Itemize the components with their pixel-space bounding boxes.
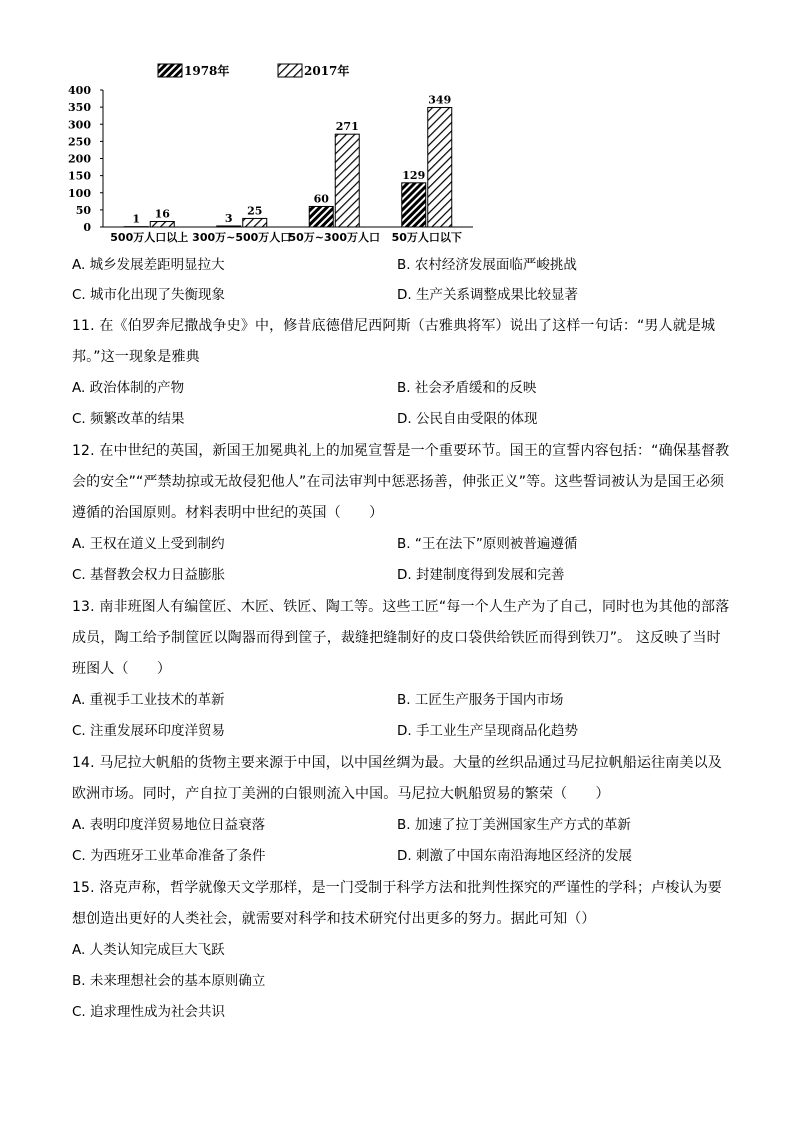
y-axis [68,84,103,234]
data-label: 1 [132,212,141,226]
q14-option-a: A. 表明印度洋贸易地位日益衰落 [72,817,266,833]
q10-option-d: D. 生产关系调整成果比较显著 [397,287,578,303]
data-label: 3 [224,211,233,225]
q15-option-a: A. 人类认知完成巨大飞跃 [72,942,225,958]
q13-stem: 13. 南非班图人有编筐匠、木匠、铁匠、陶工等。这些工匠“每一个人生产为了自己，同时也为其他的部落成员，陶工给予制筐匠以陶器而得到筐子，裁缝把缝制好的皮口袋供给铁匠而得到铁刀”。 这反映了当时班图人（ ） [72,599,730,677]
y-tick-label: 300 [68,118,91,132]
y-tick-label: 350 [68,101,91,115]
bar-chart [60,55,480,250]
y-tick-label: 400 [68,84,91,97]
bar-2017 [428,107,452,227]
q12-option-b: B. “王在法下”原则被普遍遵循 [397,536,578,552]
y-tick-label: 100 [68,186,91,200]
bar-1978 [309,206,333,227]
y-tick-label: 250 [68,135,91,149]
x-tick-label: 300万~500万人口 [192,231,292,244]
bar-2017 [335,134,359,227]
legend-swatch [278,64,302,77]
q11-option-a: A. 政治体制的产物 [72,380,185,396]
plot-area [124,93,452,227]
q12-option-a: A. 王权在道义上受到制约 [72,536,225,552]
q14-stem: 14. 马尼拉大帆船的货物主要来源于中国，以中国丝绸为最。大量的丝织品通过马尼拉帆船运往南美以及欧洲市场。同时，产自拉丁美洲的白银则流入中国。马尼拉大帆船贸易的繁荣（ ） [72,755,722,802]
x-tick-label: 50万人口以下 [391,231,462,244]
q10-option-c: C. 城市化出现了失衡现象 [72,287,226,303]
q13-option-c: C. 注重发展环印度洋贸易 [72,723,226,739]
q10-option-a: A. 城乡发展差距明显拉大 [72,257,225,273]
q12-stem: 12. 在中世纪的英国，新国王加冕典礼上的加冕宣誓是一个重要环节。国王的宣誓内容包括：“确保基督教会的安全”“严禁劫掠或无故侵犯他人”在司法审判中惩恶扬善，伸张正义”等。这些誓词被认为是国王必须遵循的治国原则。材料表明中世纪的英国（ ） [72,443,730,521]
data-label: 129 [402,168,426,182]
q15-stem: 15. 洛克声称，哲学就像天文学那样，是一门受制于科学方法和批判性探究的严谨性的学科；卢梭认为要想创造出更好的人类社会，就需要对科学和技术研究付出更多的努力。据此可知（） [72,880,722,927]
q12-option-d: D. 封建制度得到发展和完善 [397,567,565,583]
bar-1978 [402,183,426,227]
q14-option-c: C. 为西班牙工业革命准备了条件 [72,848,266,864]
q10-option-b: B. 农村经济发展面临严峻挑战 [397,257,577,273]
q13-option-b: B. 工匠生产服务于国内市场 [397,692,564,708]
data-label: 60 [313,192,329,206]
legend-label: 2017年 [304,64,350,78]
data-label: 349 [428,93,452,107]
q15-option-b: B. 未来理想社会的基本原则确立 [72,973,266,989]
bar-2017 [150,222,174,227]
y-tick-label: 200 [68,152,91,166]
data-label: 16 [154,207,170,221]
y-tick-label: 0 [83,221,91,234]
q11-stem: 11. 在《伯罗奔尼撒战争史》中，修昔底德借尼西阿斯（古雅典将军）说出了这样一句话：“男人就是城邦。”这一现象是雅典 [72,318,716,365]
legend-swatch [158,64,182,77]
chart-legend [158,63,349,78]
data-label: 25 [247,204,263,218]
q11-option-d: D. 公民自由受限的体现 [397,411,538,427]
q14-option-d: D. 刺激了中国东南沿海地区经济的发展 [397,848,632,864]
q15-option-c: C. 追求理性成为社会共识 [72,1004,226,1020]
q13-option-d: D. 手工业生产呈现商品化趋势 [397,723,578,739]
x-tick-label: 50万~300万人口 [288,231,380,244]
q12-option-c: C. 基督教会权力日益膨胀 [72,567,226,583]
data-label: 271 [335,120,359,134]
q11-option-c: C. 频繁改革的结果 [72,411,185,427]
legend-label: 1978年 [184,64,230,78]
x-tick-label: 500万人口以上 [110,231,189,244]
y-tick-label: 50 [75,203,91,217]
q13-option-a: A. 重视手工业技术的革新 [72,692,225,708]
y-tick-label: 150 [68,169,91,183]
q14-option-b: B. 加速了拉丁美洲国家生产方式的革新 [397,817,631,833]
bar-2017 [243,218,267,227]
q11-option-b: B. 社会矛盾缓和的反映 [397,380,537,396]
x-axis [103,227,473,244]
